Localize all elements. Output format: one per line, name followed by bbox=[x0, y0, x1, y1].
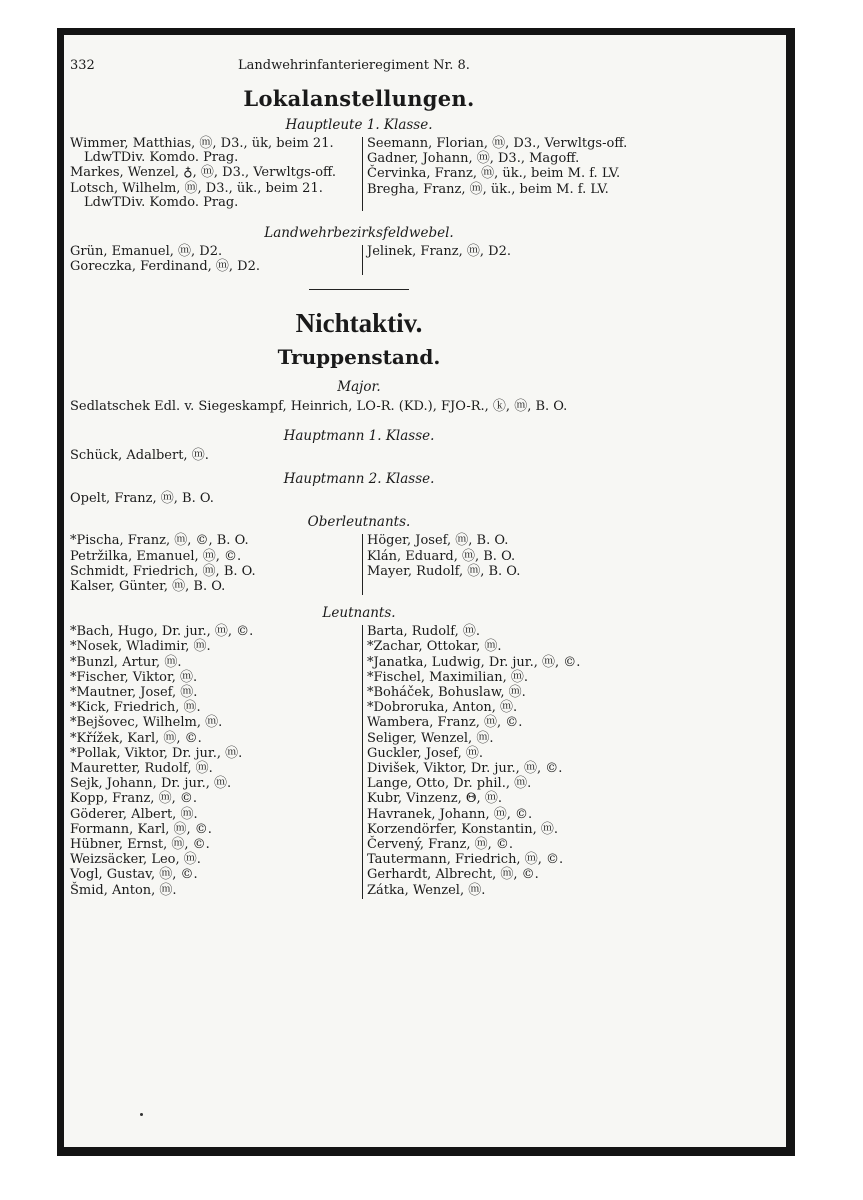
page-number: 332 bbox=[70, 58, 95, 73]
column-right bbox=[362, 137, 648, 211]
list-item: Klán, Eduard, ⓜ, B. O. bbox=[367, 548, 516, 564]
list-item: Divišek, Viktor, Dr. jur., ⓜ, ©. bbox=[367, 761, 563, 777]
list-item: Sedlatschek Edl. v. Siegeskampf, Heinrich, LO-R. (KD.), FJO-R., ⓚ, ⓜ, B. O. bbox=[70, 399, 568, 415]
list-item: Wimmer, Matthias, ⓜ, D3., ük, beim 21. LdwTDiv. Komdo. Prag. bbox=[70, 136, 334, 166]
list-item: Hübner, Ernst, ⓜ, ©. bbox=[70, 837, 210, 853]
list-item: *Pischa, Franz, ⓜ, ©, B. O. bbox=[70, 533, 249, 549]
leutnants-columns bbox=[70, 625, 648, 899]
section-divider bbox=[309, 289, 409, 290]
list-item: Goreczka, Ferdinand, ⓜ, D2. bbox=[70, 259, 261, 275]
hauptleute-columns bbox=[70, 137, 648, 211]
list-item: Seliger, Wenzel, ⓜ. bbox=[367, 730, 494, 746]
list-item: Markes, Wenzel, ♁, ⓜ, D3., Verwltgs-off. bbox=[70, 165, 336, 181]
list-item: Petržilka, Emanuel, ⓜ, ©. bbox=[70, 548, 242, 564]
list-item: *Bach, Hugo, Dr. jur., ⓜ, ©. bbox=[70, 624, 254, 640]
list-item: *Janatka, Ludwig, Dr. jur., ⓜ, ©. bbox=[367, 654, 581, 670]
list-item: Gerhardt, Albrecht, ⓜ, ©. bbox=[367, 867, 539, 883]
list-item: Mayer, Rudolf, ⓜ, B. O. bbox=[367, 563, 521, 579]
list-item: Gadner, Johann, ⓜ, D3., Magoff. bbox=[367, 151, 580, 167]
list-item: Formann, Karl, ⓜ, ©. bbox=[70, 821, 212, 837]
list-item: Göderer, Albert, ⓜ. bbox=[70, 806, 198, 822]
rank-heading-leutnants: Leutnants. bbox=[322, 605, 396, 622]
list-item: Bregha, Franz, ⓜ, ük., beim M. f. LV. bbox=[367, 181, 609, 197]
list-item: *Boháček, Bohuslaw, ⓜ. bbox=[367, 685, 526, 701]
list-item: Wambera, Franz, ⓜ, ©. bbox=[367, 715, 523, 731]
column-left bbox=[70, 625, 362, 899]
list-item: Guckler, Josef, ⓜ. bbox=[367, 745, 483, 761]
list-item: Mauretter, Rudolf, ⓜ. bbox=[70, 761, 213, 777]
list-item: Kubr, Vinzenz, Θ, ⓜ. bbox=[367, 791, 502, 807]
running-head: Landwehrinfanterieregiment Nr. 8. bbox=[238, 58, 470, 73]
ink-spot bbox=[140, 1113, 143, 1116]
list-item: *Fischel, Maximilian, ⓜ. bbox=[367, 669, 528, 685]
column-left bbox=[70, 245, 362, 275]
rank-heading-hauptmann-1: Hauptmann 1. Klasse. bbox=[283, 428, 435, 445]
list-item: *Mautner, Josef, ⓜ. bbox=[70, 685, 198, 701]
list-item: Lotsch, Wilhelm, ⓜ, D3., ük., beim 21. LdwTDiv. Komdo. Prag. bbox=[70, 180, 323, 210]
list-item: *Zachar, Ottokar, ⓜ. bbox=[367, 639, 502, 655]
list-item: Höger, Josef, ⓜ, B. O. bbox=[367, 533, 509, 549]
list-item: Zátka, Wenzel, ⓜ. bbox=[367, 882, 486, 898]
list-item: *Křížek, Karl, ⓜ, ©. bbox=[70, 730, 202, 746]
list-item: Seemann, Florian, ⓜ, D3., Verwltgs-off. bbox=[367, 136, 628, 151]
list-item: Jelinek, Franz, ⓜ, D2. bbox=[367, 244, 511, 260]
list-item: *Nosek, Wladimir, ⓜ. bbox=[70, 639, 211, 655]
rank-heading-hauptmann-2: Hauptmann 2. Klasse. bbox=[283, 471, 435, 488]
list-item: Schück, Adalbert, ⓜ. bbox=[70, 448, 209, 464]
list-item: Kopp, Franz, ⓜ, ©. bbox=[70, 791, 197, 807]
list-item: Sejk, Johann, Dr. jur., ⓜ. bbox=[70, 776, 232, 792]
rank-heading-hauptleute: Hauptleute 1. Klasse. bbox=[285, 117, 433, 133]
list-item: *Bejšovec, Wilhelm, ⓜ. bbox=[70, 715, 223, 731]
rank-heading-oberleutnants: Oberleutnants. bbox=[307, 514, 411, 531]
list-item: Grün, Emanuel, ⓜ, D2. bbox=[70, 244, 223, 260]
list-item-spacer bbox=[367, 260, 648, 274]
list-item: *Dobroruka, Anton, ⓜ. bbox=[367, 700, 518, 716]
list-item: Korzendörfer, Konstantin, ⓜ. bbox=[367, 821, 558, 837]
list-item: Tautermann, Friedrich, ⓜ, ©. bbox=[367, 852, 564, 868]
feldwebel-columns bbox=[70, 245, 648, 275]
list-item: Šmid, Anton, ⓜ. bbox=[70, 882, 177, 898]
rank-heading-major: Major. bbox=[337, 379, 381, 396]
list-item: *Kick, Friedrich, ⓜ. bbox=[70, 700, 201, 716]
page-header bbox=[70, 58, 648, 78]
column-left bbox=[70, 534, 362, 595]
list-item: Červený, Franz, ⓜ, ©. bbox=[367, 837, 514, 853]
section-subtitle-truppenstand: Truppenstand. bbox=[277, 345, 441, 370]
list-item: Weizsäcker, Leo, ⓜ. bbox=[70, 852, 201, 868]
column-right bbox=[362, 625, 648, 899]
rank-heading-bezirksfeldwebel: Landwehrbezirksfeldwebel. bbox=[264, 225, 454, 242]
oberleutnants-columns bbox=[70, 534, 648, 595]
list-item: Lange, Otto, Dr. phil., ⓜ. bbox=[367, 776, 532, 792]
list-item: Barta, Rudolf, ⓜ. bbox=[367, 624, 480, 640]
list-item: Schmidt, Friedrich, ⓜ, B. O. bbox=[70, 563, 256, 579]
list-item: Červinka, Franz, ⓜ, ük., beim M. f. LV. bbox=[367, 166, 621, 182]
list-item: Opelt, Franz, ⓜ, B. O. bbox=[70, 491, 214, 507]
list-item: *Fischer, Viktor, ⓜ. bbox=[70, 669, 198, 685]
list-item: Kalser, Günter, ⓜ, B. O. bbox=[70, 579, 226, 595]
column-left bbox=[70, 137, 362, 211]
list-item: Vogl, Gustav, ⓜ, ©. bbox=[70, 867, 198, 883]
list-item: *Pollak, Viktor, Dr. jur., ⓜ. bbox=[70, 745, 243, 761]
column-right bbox=[362, 245, 648, 275]
list-item: *Bunzl, Artur, ⓜ. bbox=[70, 654, 182, 670]
page-content bbox=[70, 58, 648, 899]
section-title-nichtaktiv: Nichtaktiv. bbox=[295, 308, 423, 339]
list-item: Havranek, Johann, ⓜ, ©. bbox=[367, 806, 533, 822]
section-title-lokalanstellungen: Lokalanstellungen. bbox=[243, 86, 475, 111]
column-right bbox=[362, 534, 648, 595]
